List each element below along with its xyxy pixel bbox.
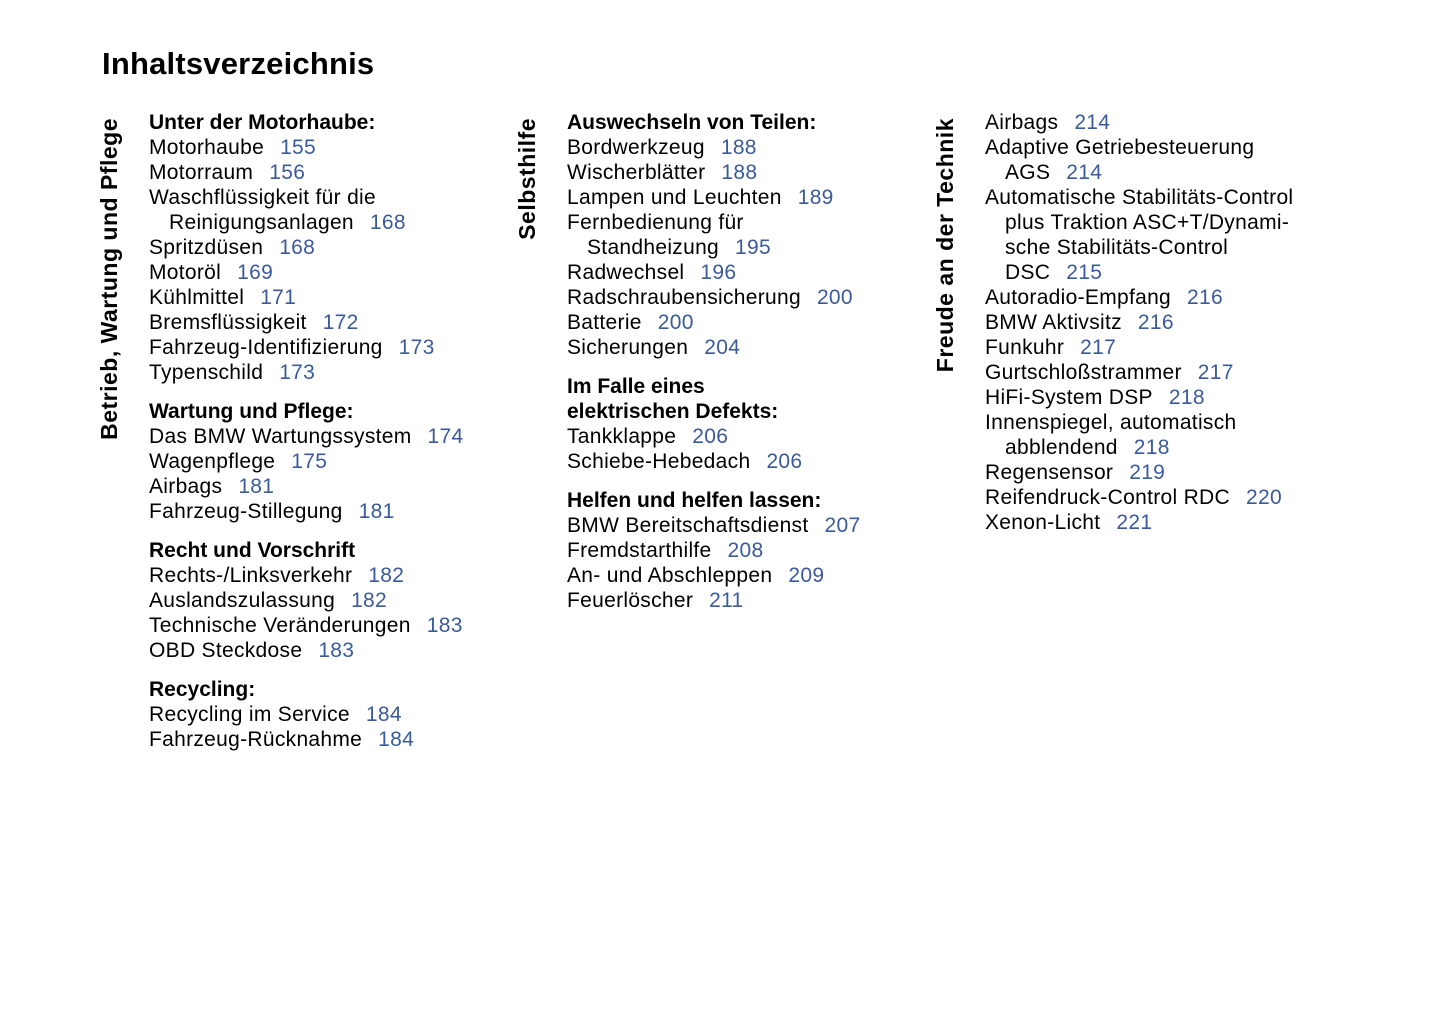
page-number-link[interactable]: 220 <box>1245 486 1282 509</box>
toc-entry-text: Fernbedienung für <box>567 211 744 234</box>
toc-section <box>985 110 1385 535</box>
toc-entry[interactable] <box>149 474 549 499</box>
toc-column-selbsthilfe <box>567 110 967 627</box>
section-heading: Recycling: <box>149 678 256 701</box>
page-number-link[interactable]: 182 <box>351 589 388 612</box>
toc-entry-text: Fahrzeug-Identifizierung <box>149 336 383 359</box>
page-number-link[interactable]: 195 <box>735 236 771 259</box>
toc-entry-text: Recycling im Service <box>149 703 350 726</box>
toc-entry-line <box>149 235 549 260</box>
page-number-link[interactable]: 214 <box>1066 161 1103 184</box>
toc-entry[interactable] <box>567 563 967 588</box>
toc-entry[interactable] <box>985 410 1385 460</box>
toc-entry-text: DSC <box>1005 261 1051 284</box>
page-number-link[interactable]: 188 <box>721 161 758 184</box>
toc-entry[interactable] <box>149 185 549 235</box>
toc-entry-text: Rechts-/Linksverkehr <box>149 564 353 587</box>
toc-entry-line <box>149 160 549 185</box>
page-number-link[interactable]: 181 <box>238 475 275 498</box>
toc-section <box>567 488 967 613</box>
page-number-link[interactable]: 216 <box>1187 286 1223 309</box>
page-number-link[interactable]: 204 <box>704 336 741 359</box>
toc-entry-text: OBD Steckdose <box>149 639 303 662</box>
page-number-link[interactable]: 171 <box>260 286 297 309</box>
toc-entry-text: Standheizung <box>587 236 720 259</box>
toc-entry-line <box>567 210 967 235</box>
toc-entry[interactable] <box>567 185 967 210</box>
toc-entry[interactable] <box>567 335 967 360</box>
toc-entry-line <box>985 285 1385 310</box>
toc-entry[interactable] <box>567 210 967 260</box>
toc-entry[interactable] <box>149 588 549 613</box>
toc-entry-text: Airbags <box>985 111 1059 134</box>
toc-section <box>149 399 549 524</box>
page-number-link[interactable]: 156 <box>269 161 306 184</box>
toc-section <box>567 110 967 360</box>
toc-entry[interactable] <box>149 499 549 524</box>
page-number-link[interactable]: 184 <box>365 703 402 726</box>
page-number-link[interactable]: 168 <box>279 236 316 259</box>
toc-entry-text: Bremsflüssigkeit <box>149 311 307 334</box>
toc-entry-line <box>149 335 549 360</box>
toc-column-betrieb <box>149 110 549 766</box>
toc-entry-line <box>985 235 1385 260</box>
toc-entry-line <box>985 485 1385 510</box>
toc-entry[interactable] <box>985 310 1385 335</box>
toc-entry[interactable] <box>149 360 549 385</box>
toc-entry-line <box>567 513 967 538</box>
toc-entry[interactable] <box>149 727 549 752</box>
toc-entry-text: abblendend <box>1005 436 1118 459</box>
toc-entry-line <box>567 424 967 449</box>
toc-entry-line <box>567 563 967 588</box>
toc-entry[interactable] <box>985 135 1385 185</box>
page-number-link[interactable]: 206 <box>766 450 803 473</box>
page-number-link[interactable]: 206 <box>692 425 729 448</box>
section-heading: Auswechseln von Teilen: <box>567 111 817 134</box>
toc-entry-line <box>567 235 967 260</box>
toc-entry[interactable] <box>149 563 549 588</box>
column-label-technik: Freude an der Technik <box>932 118 958 373</box>
page-number-link[interactable]: 208 <box>727 539 764 562</box>
toc-entry-line <box>149 588 549 613</box>
toc-entry[interactable] <box>149 310 549 335</box>
toc-entry-text: Wischerblätter <box>567 161 706 184</box>
toc-entry-text: Bordwerkzeug <box>567 136 705 159</box>
toc-entry-line <box>149 360 549 385</box>
page-number-link[interactable]: 168 <box>369 211 406 234</box>
toc-entry-line <box>985 385 1385 410</box>
toc-entry[interactable] <box>567 538 967 563</box>
toc-entry-line <box>149 185 549 210</box>
toc-entry-text: Radwechsel <box>567 261 685 284</box>
page-number-link[interactable]: 200 <box>657 311 694 334</box>
toc-entry-text: Innenspiegel, automatisch <box>985 411 1237 434</box>
toc-entry-text: An- und Abschleppen <box>567 564 773 587</box>
toc-entry-line <box>149 135 549 160</box>
toc-entry-line <box>985 435 1385 460</box>
page-number-link[interactable]: 183 <box>426 614 463 637</box>
toc-entry-line <box>567 538 967 563</box>
page-number-link[interactable]: 169 <box>237 261 274 284</box>
page-number-link[interactable]: 215 <box>1066 261 1103 284</box>
toc-entry-line <box>567 449 967 474</box>
toc-entry-line <box>149 474 549 499</box>
section-heading: Wartung und Pflege: <box>149 400 354 423</box>
toc-section <box>567 374 967 474</box>
toc-column-technik <box>985 110 1385 549</box>
toc-entry-line <box>985 460 1385 485</box>
toc-entry-line <box>985 410 1385 435</box>
toc-entry[interactable] <box>985 510 1385 535</box>
toc-entry[interactable] <box>985 360 1385 385</box>
toc-entry[interactable] <box>985 485 1385 510</box>
toc-entry-text: Schiebe-Hebedach <box>567 450 751 473</box>
page-number-link[interactable]: 181 <box>358 500 395 523</box>
toc-entry-text: Auslandszulassung <box>149 589 336 612</box>
toc-section <box>149 677 549 752</box>
page-number-link[interactable]: 189 <box>797 186 834 209</box>
toc-entry-text: Autoradio-Empfang <box>985 286 1172 309</box>
toc-entry-line <box>149 424 549 449</box>
toc-entry[interactable] <box>985 460 1385 485</box>
toc-entry-line <box>149 563 549 588</box>
toc-entry-text: plus Traktion ASC+T/Dynami- <box>1005 211 1290 234</box>
toc-entry-line <box>985 310 1385 335</box>
toc-entry-line <box>985 185 1385 210</box>
section-heading: Helfen und helfen lassen: <box>567 489 822 512</box>
toc-entry[interactable] <box>149 702 549 727</box>
page-number-link[interactable]: 184 <box>378 728 415 751</box>
toc-entry-line <box>149 310 549 335</box>
toc-entry-line <box>567 260 967 285</box>
toc-entry-text: Batterie <box>567 311 642 334</box>
page-number-link[interactable]: 188 <box>720 136 757 159</box>
toc-entry[interactable] <box>567 260 967 285</box>
toc-entry-text: Reifendruck-Control RDC <box>985 486 1230 509</box>
toc-entry-text: Adaptive Getriebesteuerung <box>985 136 1255 159</box>
page-number-link[interactable]: 172 <box>322 311 359 334</box>
toc-entry-text: Xenon-Licht <box>985 511 1101 534</box>
toc-entry[interactable] <box>149 424 549 449</box>
toc-entry[interactable] <box>985 285 1385 310</box>
page-number-link[interactable]: 214 <box>1074 111 1111 134</box>
toc-entry-text: AGS <box>1005 161 1051 184</box>
toc-entry-text: Typenschild <box>149 361 264 384</box>
page-number-link[interactable]: 218 <box>1168 386 1205 409</box>
page-number-link[interactable]: 217 <box>1197 361 1234 384</box>
page-number-link[interactable]: 217 <box>1080 336 1117 359</box>
toc-entry[interactable] <box>149 285 549 310</box>
toc-entry[interactable] <box>985 335 1385 360</box>
toc-entry-text: Funkuhr <box>985 336 1065 359</box>
toc-entry-text: Spritzdüsen <box>149 236 264 259</box>
toc-entry-line <box>567 588 967 613</box>
toc-entry[interactable] <box>567 449 967 474</box>
toc-entry-text: Motoröl <box>149 261 222 284</box>
toc-entry-text: Fremdstarthilfe <box>567 539 712 562</box>
section-heading: Unter der Motorhaube: <box>149 111 376 134</box>
toc-entry-line <box>985 210 1385 235</box>
toc-entry-text: Regensensor <box>985 461 1114 484</box>
page-number-link[interactable]: 155 <box>280 136 317 159</box>
toc-entry-line <box>567 160 967 185</box>
toc-entry-line <box>985 160 1385 185</box>
toc-entry-line <box>985 510 1385 535</box>
toc-entry-line <box>985 360 1385 385</box>
page-number-link[interactable]: 216 <box>1137 311 1174 334</box>
toc-entry-line <box>149 210 549 235</box>
toc-entry-text: BMW Aktivsitz <box>985 311 1122 334</box>
toc-entry-text: Motorhaube <box>149 136 265 159</box>
page-number-link[interactable]: 221 <box>1116 511 1153 534</box>
section-heading: Recht und Vorschrift <box>149 539 356 562</box>
toc-entry[interactable] <box>567 160 967 185</box>
toc-entry-text: Feuerlöscher <box>567 589 694 612</box>
page-title: Inhaltsverzeichnis <box>102 46 375 81</box>
toc-entry-text: Gurtschloßstrammer <box>985 361 1182 384</box>
page-number-link[interactable]: 218 <box>1133 436 1170 459</box>
toc-entry[interactable] <box>985 385 1385 410</box>
toc-entry-text: Sicherungen <box>567 336 689 359</box>
toc-entry[interactable] <box>985 185 1385 285</box>
page-number-link[interactable]: 182 <box>368 564 405 587</box>
toc-entry-text: Tankklappe <box>567 425 677 448</box>
page-number-link[interactable]: 211 <box>709 589 744 612</box>
toc-entry-line <box>985 260 1385 285</box>
toc-entry[interactable] <box>149 160 549 185</box>
toc-entry-text: Fahrzeug-Stillegung <box>149 500 343 523</box>
toc-entry-line <box>985 110 1385 135</box>
toc-entry-line <box>149 638 549 663</box>
toc-entry[interactable] <box>149 449 549 474</box>
toc-entry-line <box>149 260 549 285</box>
toc-entry[interactable] <box>567 424 967 449</box>
toc-entry[interactable] <box>567 588 967 613</box>
toc-entry-line <box>567 185 967 210</box>
toc-entry-line <box>567 285 967 310</box>
page-number-link[interactable]: 175 <box>291 450 328 473</box>
column-label-selbsthilfe: Selbsthilfe <box>514 118 540 240</box>
toc-entry-line <box>567 310 967 335</box>
toc-entry-text: Das BMW Wartungssystem <box>149 425 412 448</box>
page-number-link[interactable]: 183 <box>318 639 355 662</box>
page-number-link[interactable]: 196 <box>700 261 737 284</box>
toc-entry[interactable] <box>149 638 549 663</box>
toc-entry-line <box>567 135 967 160</box>
page-number-link[interactable]: 173 <box>398 336 435 359</box>
page-number-link[interactable]: 219 <box>1129 461 1166 484</box>
toc-entry-line <box>149 499 549 524</box>
toc-entry-line <box>149 727 549 752</box>
toc-section <box>149 110 549 385</box>
toc-entry[interactable] <box>149 260 549 285</box>
page-number-link[interactable]: 209 <box>788 564 825 587</box>
page-number-link[interactable]: 207 <box>824 514 861 537</box>
toc-entry-text: HiFi-System DSP <box>985 386 1153 409</box>
toc-entry-text: Kühlmittel <box>149 286 245 309</box>
toc-entry-text: Technische Veränderungen <box>149 614 411 637</box>
toc-entry[interactable] <box>149 235 549 260</box>
page-number-link[interactable]: 173 <box>279 361 316 384</box>
column-label-betrieb: Betrieb, Wartung und Pflege <box>96 118 122 440</box>
toc-section <box>149 538 549 663</box>
toc-entry[interactable] <box>567 513 967 538</box>
toc-entry-line <box>567 335 967 360</box>
toc-entry[interactable] <box>985 110 1385 135</box>
toc-entry-text: Motorraum <box>149 161 254 184</box>
page-number-link[interactable]: 174 <box>427 425 464 448</box>
toc-entry-text: BMW Bereitschaftsdienst <box>567 514 809 537</box>
toc-entry-line <box>149 285 549 310</box>
toc-entry[interactable] <box>149 335 549 360</box>
toc-entry-text: Automatische Stabilitäts-Control <box>985 186 1294 209</box>
toc-entry-text: Lampen und Leuchten <box>567 186 782 209</box>
toc-entry[interactable] <box>567 310 967 335</box>
toc-entry-line <box>149 613 549 638</box>
toc-entry-line <box>985 335 1385 360</box>
toc-entry[interactable] <box>149 135 549 160</box>
toc-entry-text: Wagenpflege <box>149 450 276 473</box>
toc-entry-line <box>149 702 549 727</box>
toc-entry[interactable] <box>567 285 967 310</box>
toc-entry-line <box>149 449 549 474</box>
toc-entry-text: Reinigungsanlagen <box>169 211 354 234</box>
toc-entry-text: Fahrzeug-Rücknahme <box>149 728 363 751</box>
toc-entry-text: Waschflüssigkeit für die <box>149 186 377 209</box>
page-number-link[interactable]: 200 <box>816 286 853 309</box>
toc-entry-text: Radschraubensicherung <box>567 286 801 309</box>
toc-entry[interactable] <box>149 613 549 638</box>
toc-entry-text: sche Stabilitäts-Control <box>1005 236 1229 259</box>
toc-entry-line <box>985 135 1385 160</box>
toc-entry[interactable] <box>567 135 967 160</box>
toc-entry-text: Airbags <box>149 475 223 498</box>
section-heading: Im Falle eines elektrischen Defekts: <box>567 375 779 423</box>
